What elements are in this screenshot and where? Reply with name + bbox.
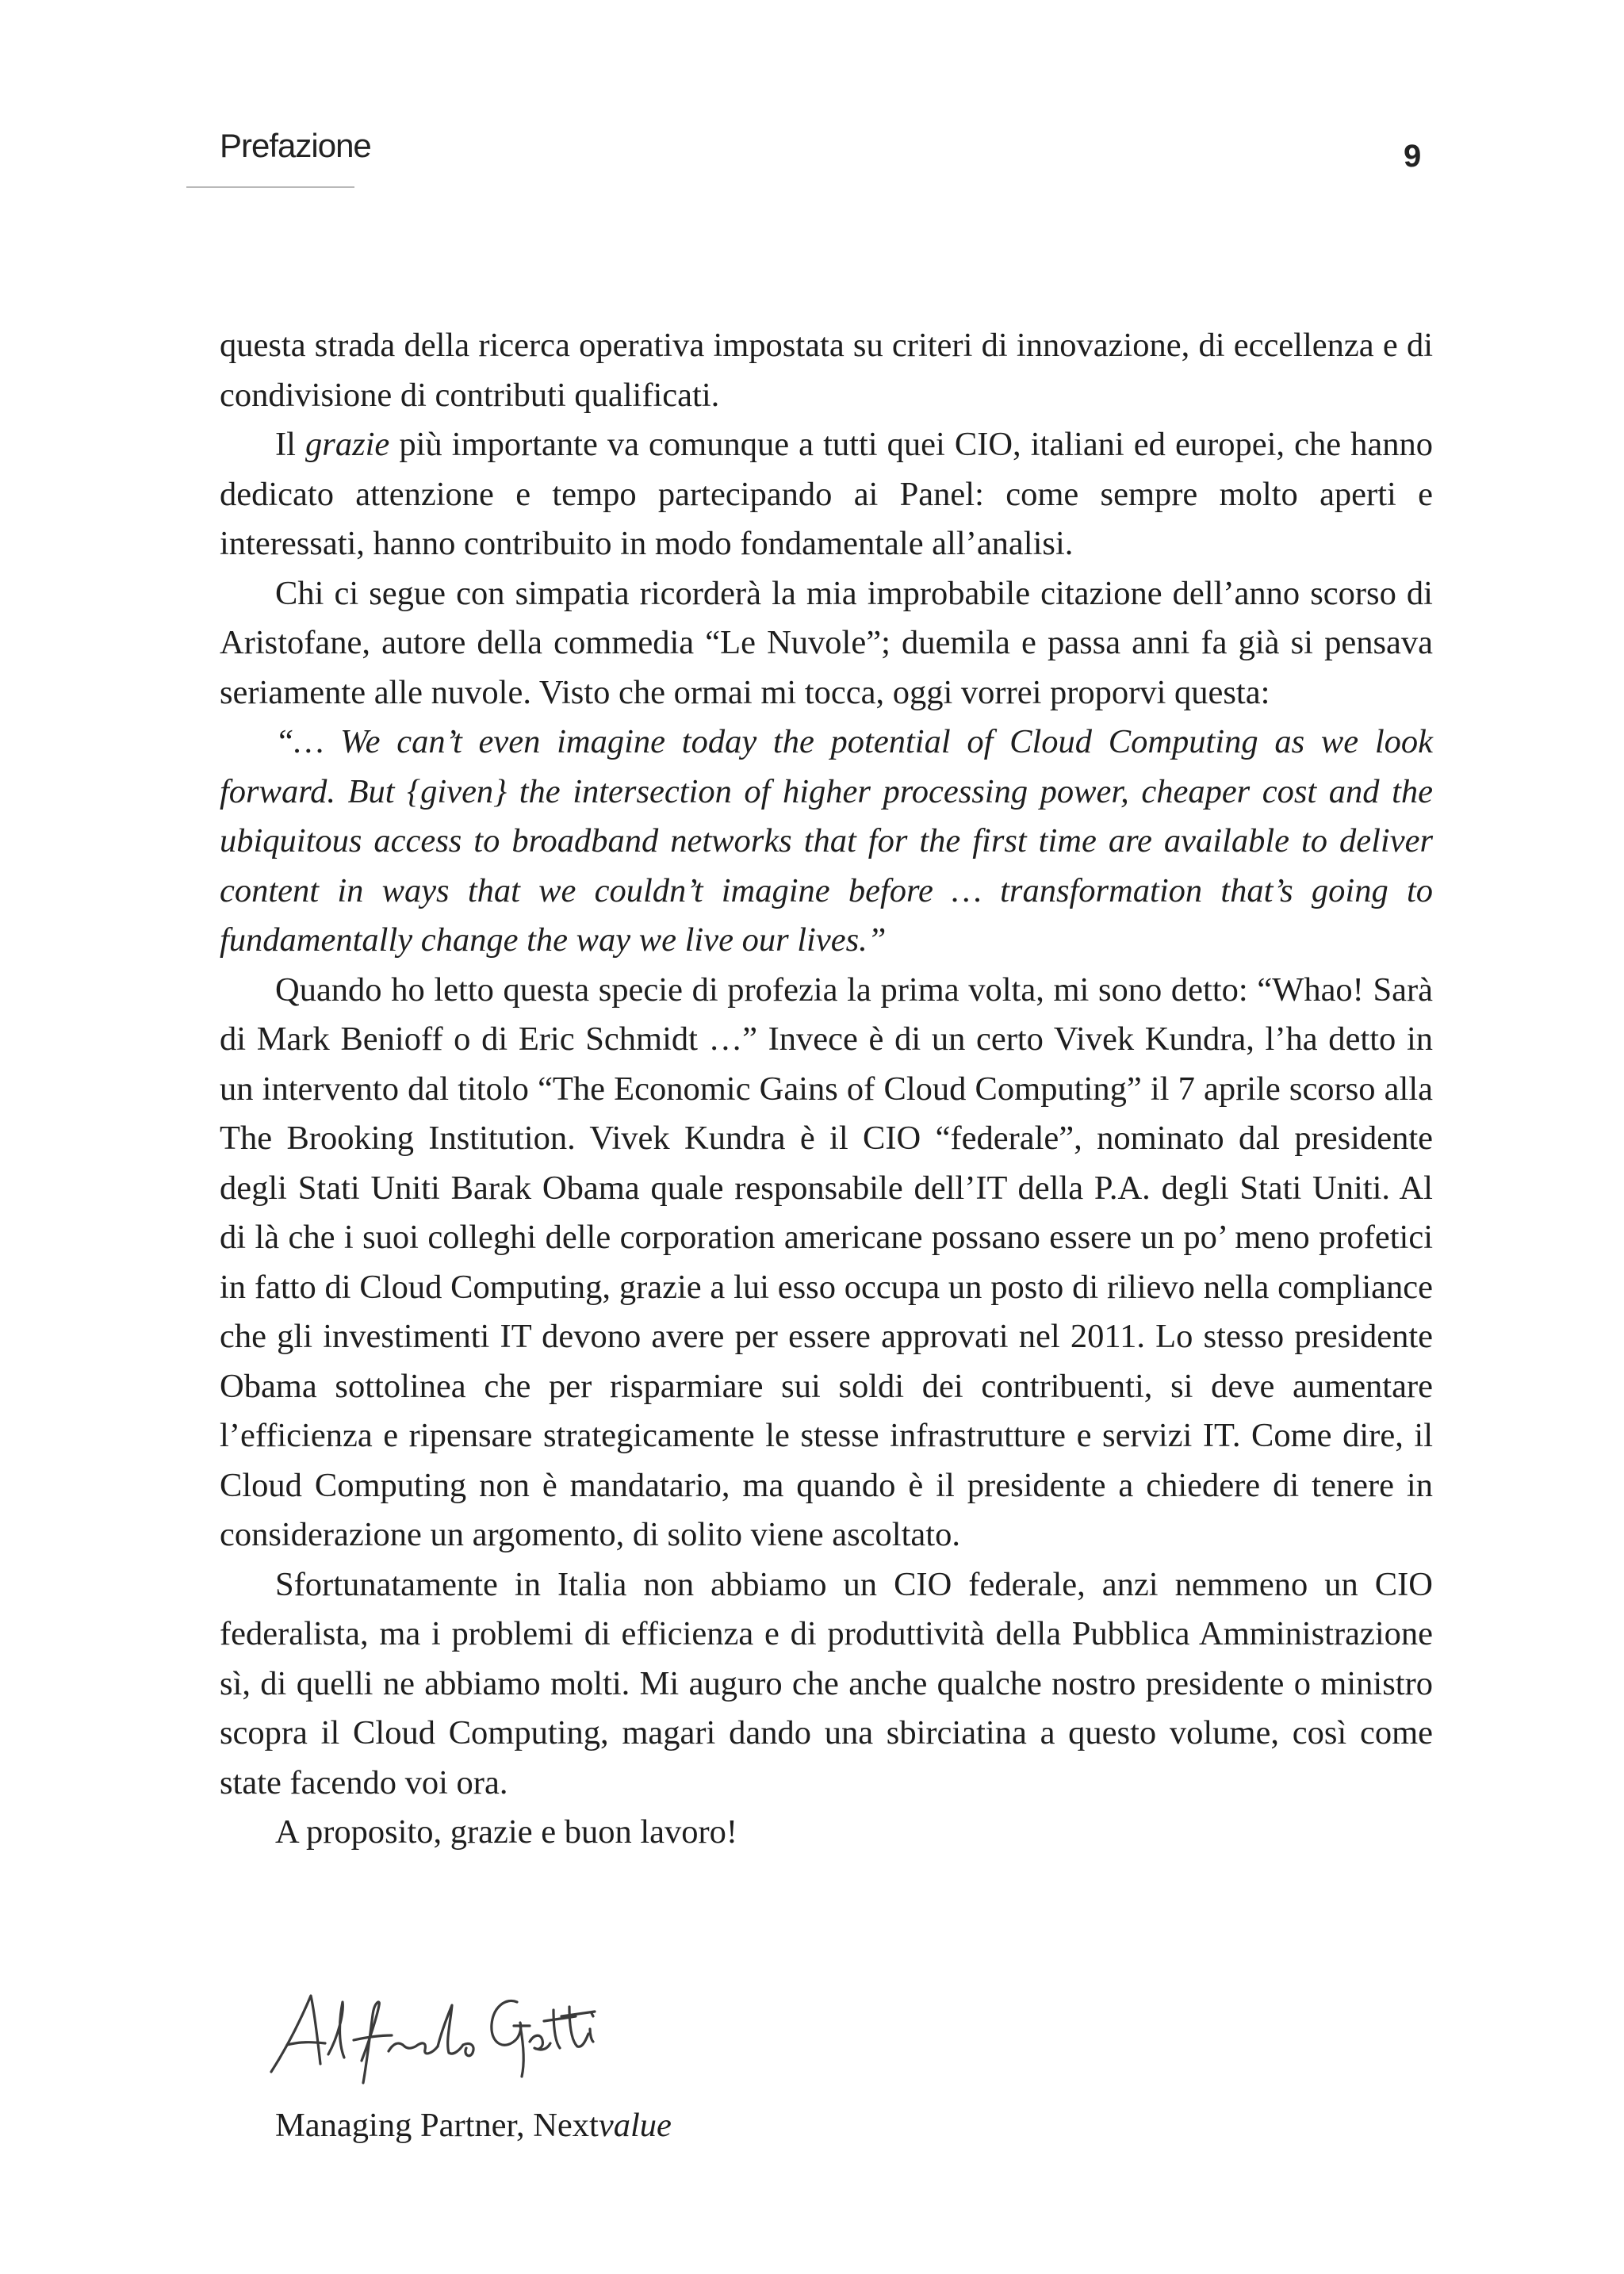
- paragraph-aristofane: Chi ci segue con simpatia ricorderà la mia improbabile citazione dell’anno scorso di Aristofane, autore della commedia “Le Nuvole”; duemila e passa anni fa già si pensava seriamente alle nuvole. Visto che ormai mi tocca, oggi vorrei proporvi questa:: [220, 574, 1433, 711]
- emphasis-grazie: grazie: [305, 426, 390, 463]
- paragraph-thanks-before: Il: [275, 426, 306, 463]
- signature-role: [275, 2101, 672, 2151]
- paragraph-closing-line: A proposito, grazie e buon lavoro!: [275, 1813, 738, 1851]
- header-rule: [186, 186, 354, 188]
- paragraph-thanks-after: più importante va comunque a tutti quei CIO, italiani ed europei, che hanno dedicato attenzione e tempo partecipando ai Panel: come sempre molto aperti e interessati, hanno contribuito in modo fondamentale all’analisi.: [220, 426, 1433, 562]
- signature-role-text: Managing Partner, Next: [275, 2107, 599, 2144]
- paragraph-italia: Sfortunatamente in Italia non abbiamo un CIO federale, anzi nemmeno un CIO federalista, ma i problemi di efficienza e di produttività della Pubblica Amministrazione sì, di quelli ne abbiamo molti. Mi auguro che anche qualche nostro presidente o ministro scopra il Cloud Computing, magari dando una sbirciatina a questo volume, così come state facendo voi ora.: [220, 1565, 1433, 1801]
- paragraph-quote: “… We can’t even imagine today the potential of Cloud Computing as we look forward. But {given} the intersection of higher processing power, cheaper cost and the ubiquitous access to broadband networks that for the first time are available to deliver content in ways that we couldn’t imagine before … transformation that’s going to fundamentally change the way we live our lives.”: [220, 723, 1433, 959]
- paragraph-thanks: [220, 420, 1433, 569]
- body-text: [220, 321, 1433, 1858]
- handwritten-signature: [262, 1978, 626, 2085]
- company-name-italic: value: [598, 2107, 672, 2144]
- paragraph-kundra: Quando ho letto questa specie di profezia la prima volta, mi sono detto: “Whao! Sarà di Mark Benioff o di Eric Schmidt …” Invece è di un certo Vivek Kundra, l’ha detto in un intervento dal titolo “The Economic Gains of Cloud Computing” il 7 aprile scorso alla The Brooking Institution. Vivek Kundra è il CIO “federale”, nominato dal presidente degli Stati Uniti Barak Obama quale responsabile dell’IT della P.A. degli Stati Uniti. Al di là che i suoi colleghi delle corporation americane possano essere un po’ meno profetici in fatto di Cloud Computing, grazie a lui esso occupa un posto di rilievo nella compliance che gli investimenti IT devono avere per essere approvati nel 2011. Lo stesso presidente Obama sottolinea che per risparmiare sui soldi dei contribuenti, si deve aumentare l’efficienza e ripensare strategicamente le stesse infrastrutture e servizi IT. Come dire, il Cloud Computing non è mandatario, ma quando è il presidente a chiedere di tenere in considerazione un argomento, di solito viene ascoltato.: [220, 970, 1433, 1553]
- running-head: Prefazione: [220, 127, 371, 164]
- paragraph-continuation: questa strada della ricerca operativa impostata su criteri di innovazione, di eccellenza e di condivisione di contributi qualificati.: [220, 327, 1433, 414]
- page-number: 9: [1404, 139, 1422, 174]
